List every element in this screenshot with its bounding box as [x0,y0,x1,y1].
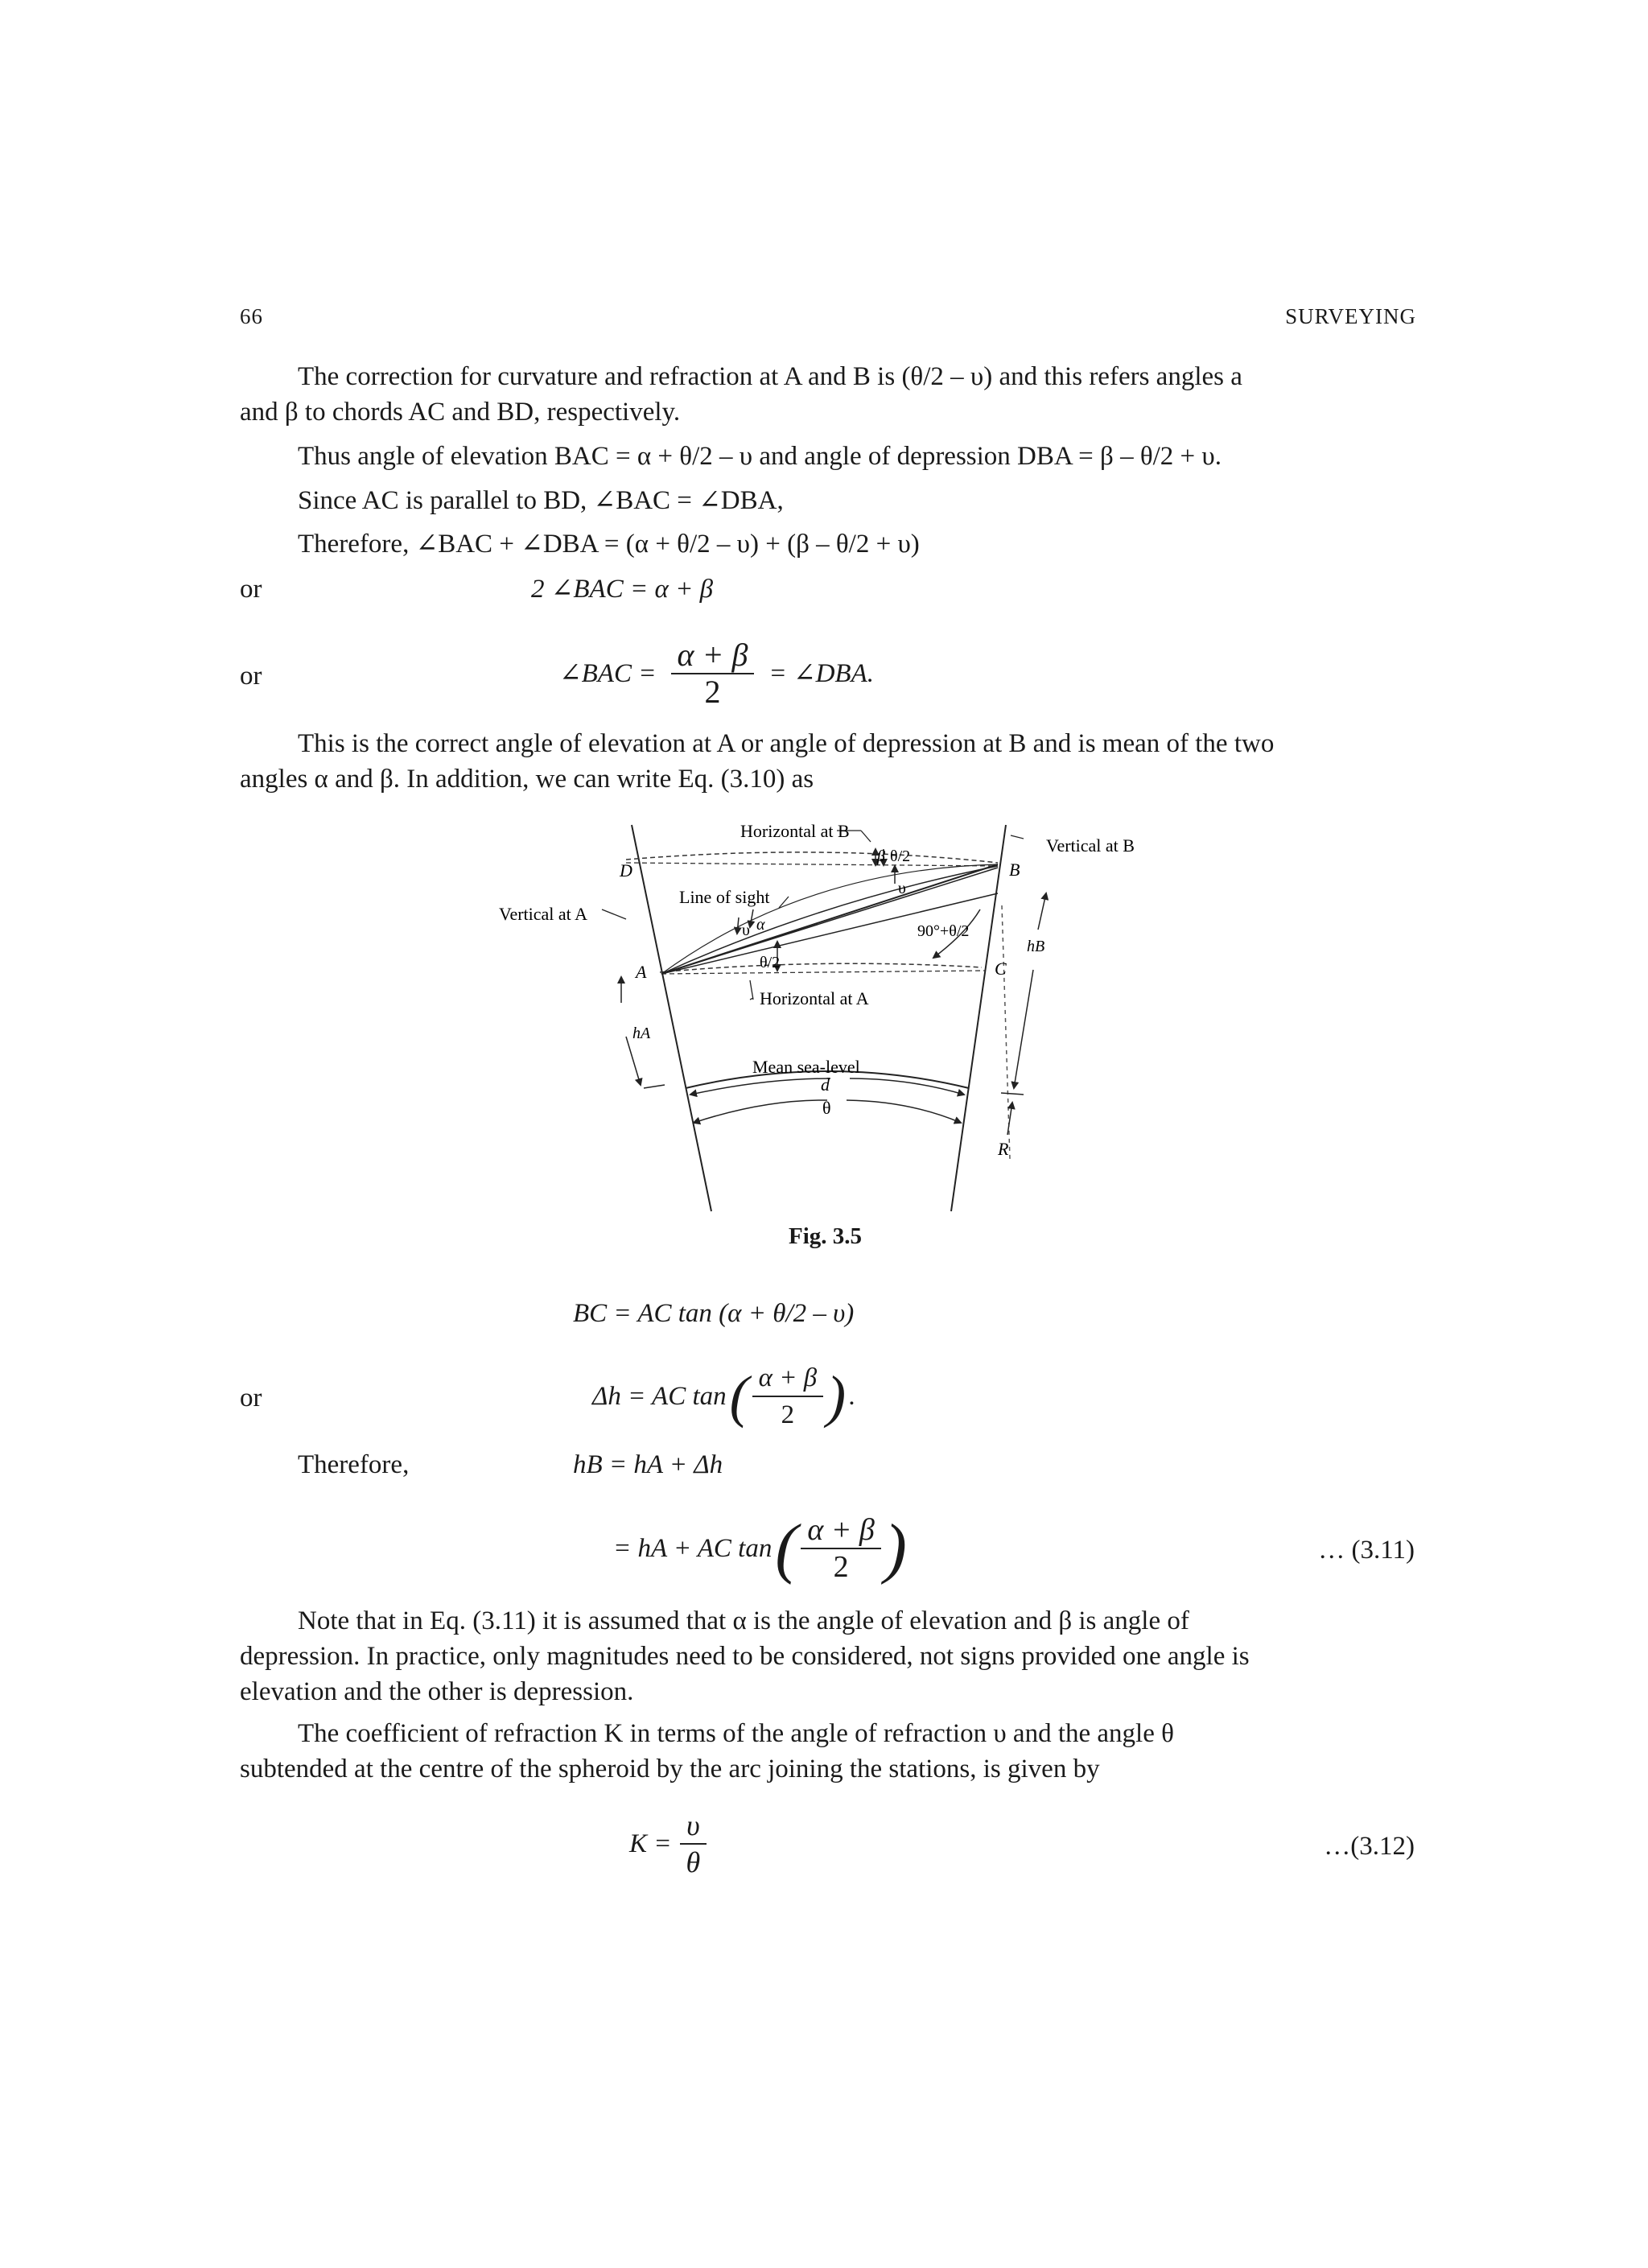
label-horizontal-at-a: Horizontal at A [760,988,869,1008]
equation [559,629,874,718]
equation-end: . [849,1382,856,1411]
or-label: or [240,575,262,604]
paragraph-line: This is the correct angle of elevation at A or angle of depression at B and is mean of the two [298,729,1275,758]
equation-line: Thus angle of elevation BAC = α + θ/2 – υ and angle of depression DBA = β – θ/2 + υ. [298,442,1222,471]
or-label: or [240,1383,262,1412]
label-point-b: B [1009,860,1020,880]
label-vertical-at-a: Vertical at A [499,904,587,924]
label-angle-alpha: α [756,916,765,934]
radius-line [1002,905,1010,1159]
equation: 2 ∠BAC = α + β [531,575,714,604]
label-angle-90: 90°+θ/2 [917,922,970,940]
label-vertical-at-b: Vertical at B [1046,835,1135,856]
equation-number: … (3.11) [1318,1536,1415,1565]
page-number: 66 [240,304,263,328]
horizontal-at-b-line [626,852,998,863]
equation: hB = hA + Δh [573,1450,723,1479]
equation-line: Since AC is parallel to BD, ∠BAC = ∠DBA, [298,486,784,515]
label-point-c: C [995,959,1007,979]
label-hb: hB [1027,938,1045,955]
paragraph-line: and β to chords AC and BD, respectively. [240,398,681,427]
equation-number: …(3.12) [1324,1832,1415,1861]
label-r: R [998,1139,1009,1159]
fraction [671,637,755,710]
paragraph-line: subtended at the centre of the spheroid by the arc joining the stations, is given by [240,1755,1100,1783]
fraction [801,1512,881,1585]
label-d: d [821,1074,830,1095]
fraction-denominator: 2 [781,1400,795,1429]
open-paren: ( [775,1511,798,1586]
fraction-numerator: α + β [752,1360,824,1397]
paragraph-line: The correction for curvature and refraction at A and B is (θ/2 – υ) and this refers angles a [298,362,1242,391]
fraction-denominator: 2 [833,1550,849,1584]
paragraph-line: elevation and the other is depression. [240,1677,634,1706]
therefore-label: Therefore, [298,1450,410,1479]
paragraph-line: The coefficient of refraction K in terms of the angle of refraction υ and the angle θ [298,1719,1174,1748]
label-point-a: A [636,962,647,982]
label-horizontal-at-b: Horizontal at B [740,821,850,841]
open-paren: ( [729,1364,749,1429]
close-paren: ) [884,1511,907,1586]
vertical-line-a [632,825,711,1211]
figure-caption: Fig. 3.5 [789,1223,863,1249]
fraction [680,1808,707,1880]
equation [629,1800,707,1888]
running-title: SURVEYING [1285,304,1416,328]
paragraph-line: angles α and β. In addition, we can write Eq. (3.10) as [240,765,814,794]
label-line-of-sight: Line of sight [679,887,770,907]
fraction-numerator: α + β [801,1512,881,1549]
fraction [752,1360,824,1433]
label-mean-sea-level: Mean sea-level [752,1057,860,1077]
label-theta: θ [822,1098,831,1118]
fraction-denominator: θ [686,1846,701,1878]
equation-line: Therefore, ∠BAC + ∠DBA = (α + θ/2 – υ) + (β – θ/2 + υ) [298,530,920,559]
paragraph-line: depression. In practice, only magnitudes need to be considered, not signs provided one angle is [240,1642,1250,1671]
horizontal-at-a-line [660,963,982,972]
equation: BC = AC tan (α + θ/2 – υ) [573,1299,855,1328]
label-ha: hA [632,1025,651,1042]
fraction-denominator: 2 [704,674,721,710]
equation [592,1352,855,1441]
equation-lhs: K = [629,1829,672,1858]
equation-lhs: = hA + AC tan [613,1534,772,1563]
equation-lhs: Δh = AC tan [592,1382,727,1411]
label-angle-theta2-a: θ/2 [760,954,781,971]
label-point-d: D [620,860,632,880]
paragraph-line: Note that in Eq. (3.11) it is assumed that α is the angle of elevation and β is angle of [298,1606,1189,1635]
label-angle-theta2-b: θ/2 [890,847,911,865]
figure-diagram [483,813,1175,1223]
or-label: or [240,662,262,691]
label-angle-upsilon-b: υ [898,880,906,897]
equation-lhs: ∠BAC = [559,659,657,688]
fraction-numerator: υ [680,1808,707,1845]
equation-rhs: = ∠DBA. [768,659,874,688]
label-angle-beta: β [877,847,885,865]
fraction-numerator: α + β [671,637,755,674]
label-angle-upsilon-a: υ [742,922,750,939]
equation [613,1499,907,1598]
close-paren: ) [826,1364,847,1429]
